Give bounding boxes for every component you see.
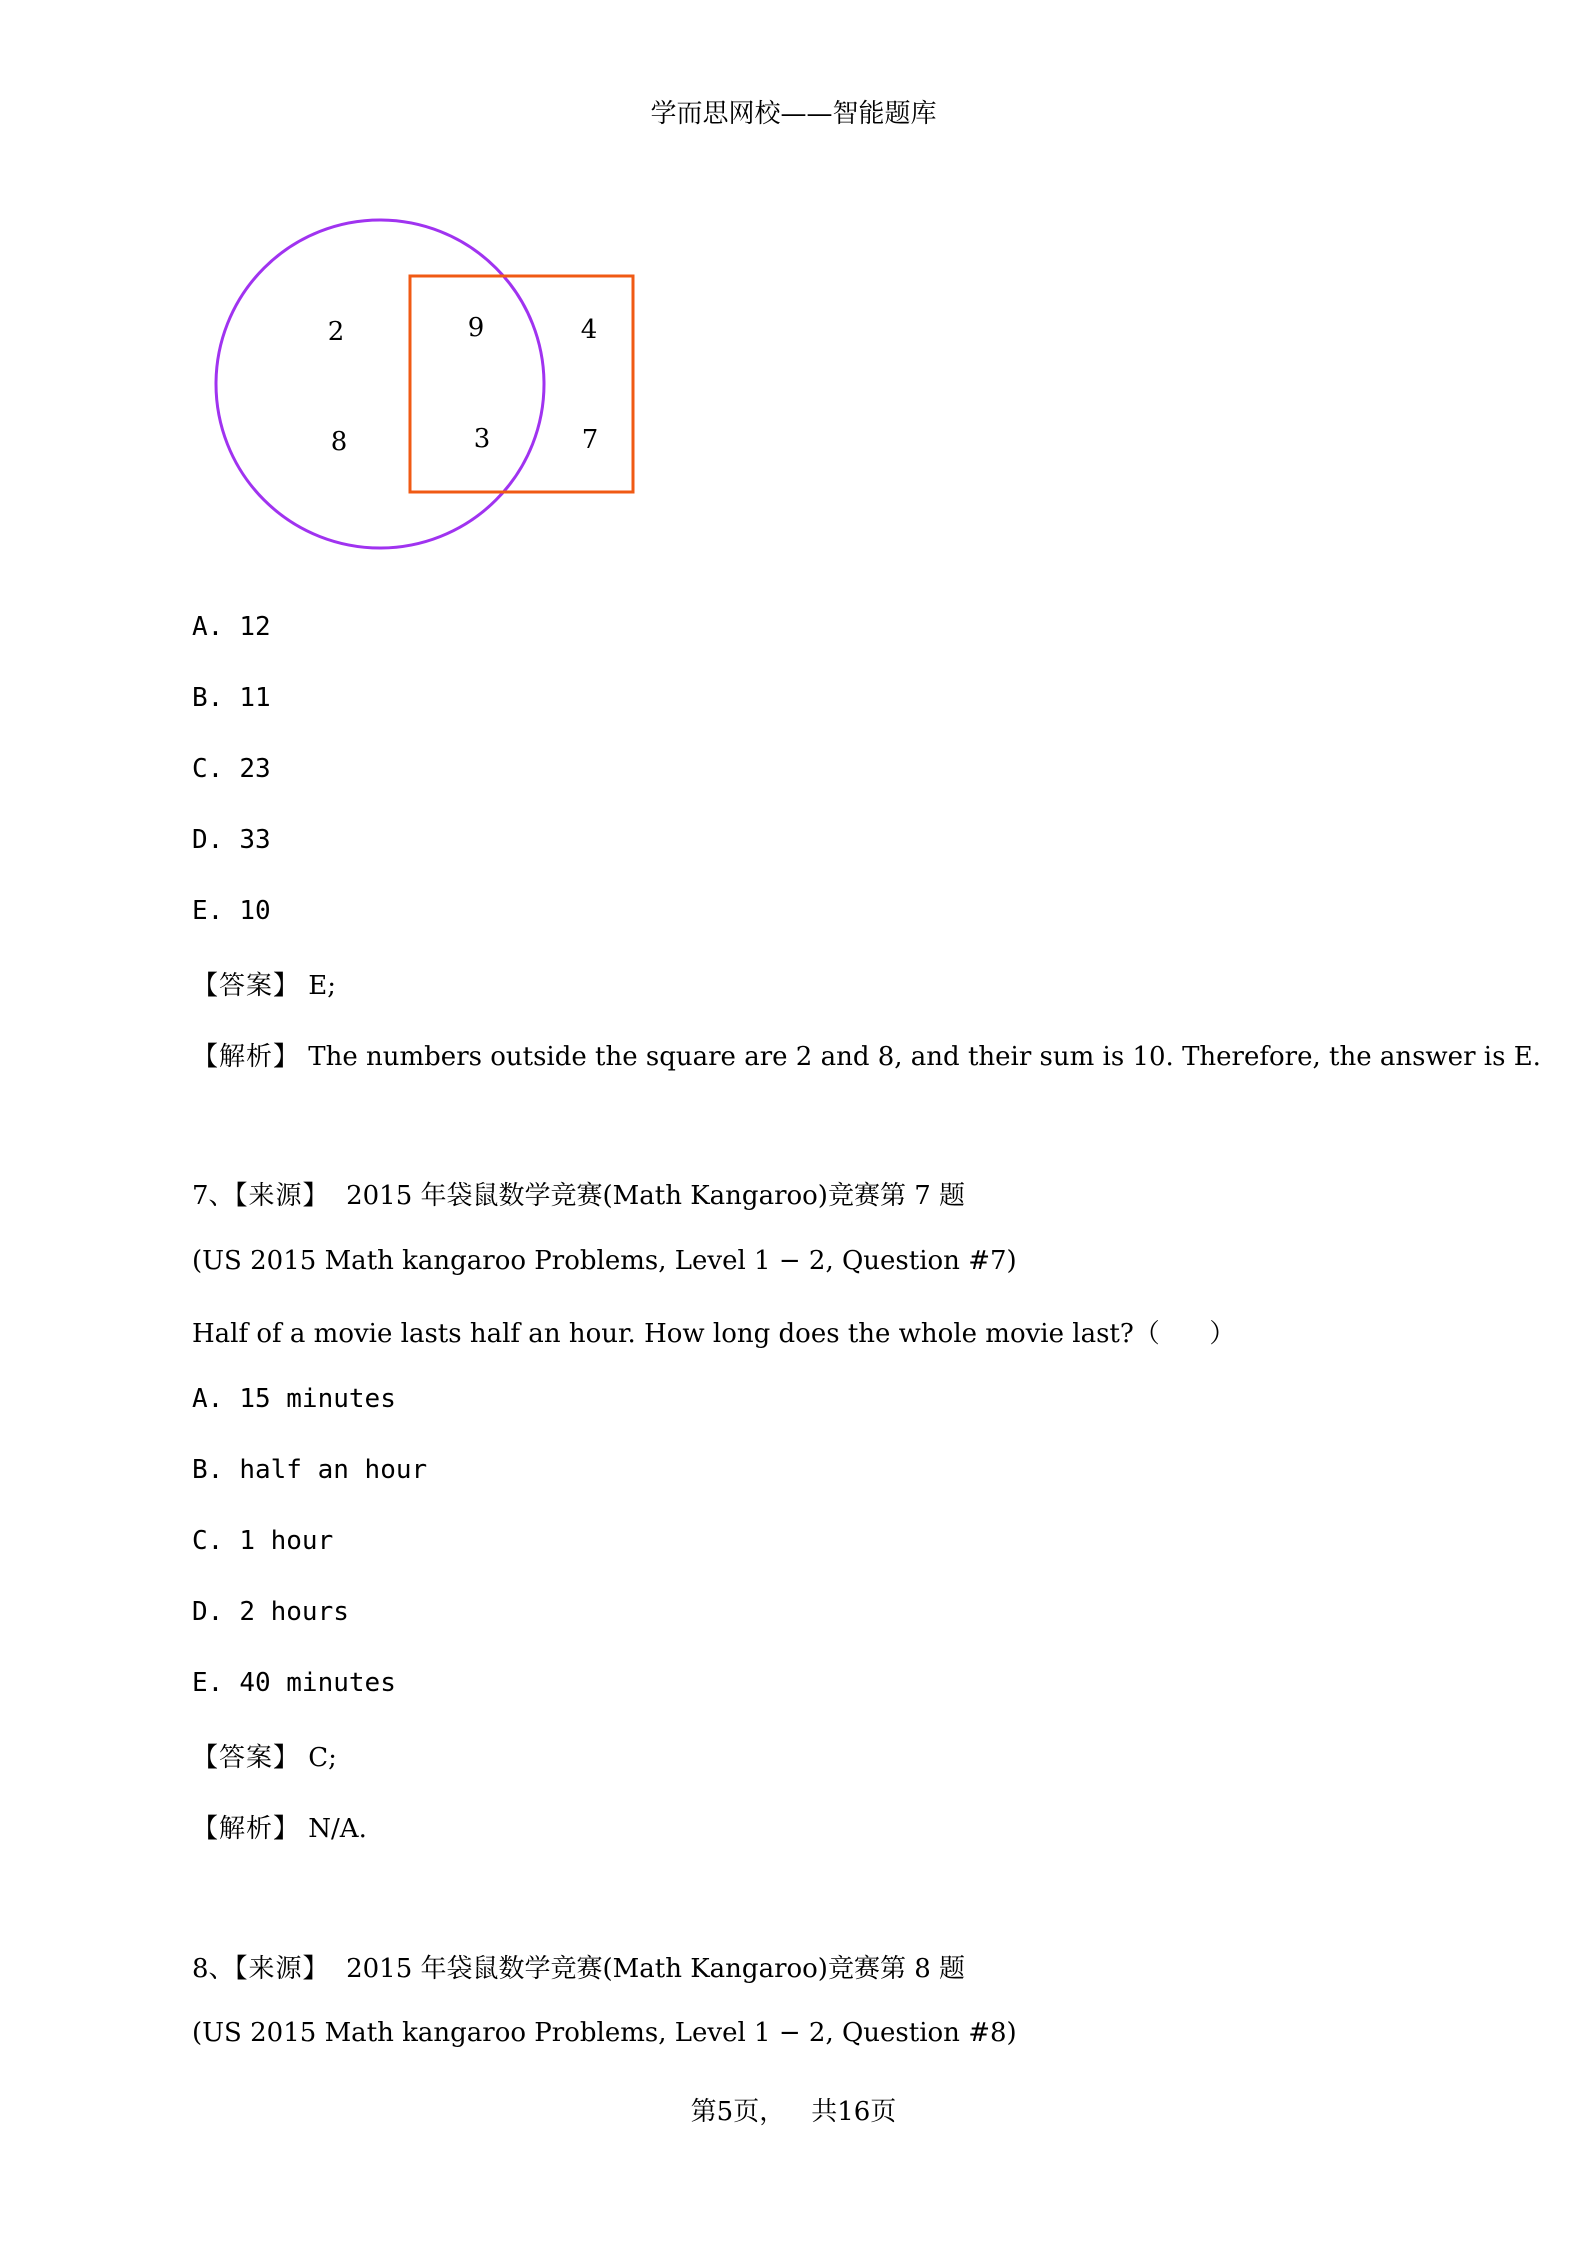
venn-number: 3	[473, 424, 491, 454]
venn-diagram	[0, 0, 1587, 600]
q7-source: 7、【来源】 2015 年袋鼠数学竞赛(Math Kangaroo)竞赛第 7 题	[192, 1181, 966, 1211]
q7-option-e: E. 40 minutes	[192, 1668, 396, 1698]
page-number: 第5页，	[690, 2097, 786, 2127]
q6-option-d: D. 33	[192, 825, 271, 855]
page-total: 共16页	[811, 2097, 897, 2127]
q6-option-a: A. 12	[192, 612, 271, 642]
q7-question: Half of a movie lasts half an hour. How long does the whole movie last?（ ）	[192, 1319, 1236, 1349]
venn-number: 2	[327, 317, 345, 347]
q6-answer: 【答案】 E;	[192, 971, 337, 1001]
page-footer	[0, 2091, 1587, 2128]
q6-option-c: C. 23	[192, 754, 271, 784]
q7-subtitle: (US 2015 Math kangaroo Problems, Level 1 − 2, Question #7)	[192, 1246, 1017, 1276]
q7-option-d: D. 2 hours	[192, 1597, 349, 1627]
q7-answer: 【答案】 C;	[192, 1743, 337, 1773]
q7-analysis: 【解析】 N/A.	[192, 1814, 367, 1844]
q7-option-b: B. half an hour	[192, 1455, 428, 1485]
venn-number: 9	[467, 313, 485, 343]
venn-number: 4	[580, 315, 598, 345]
venn-square	[410, 276, 633, 492]
venn-number: 7	[581, 425, 599, 455]
page-header: 学而思网校——智能题库	[650, 99, 937, 129]
q6-option-b: B. 11	[192, 683, 271, 713]
venn-circle	[216, 220, 544, 548]
venn-number: 8	[330, 427, 348, 457]
q6-option-e: E. 10	[192, 896, 271, 926]
q8-source: 8、【来源】 2015 年袋鼠数学竞赛(Math Kangaroo)竞赛第 8 题	[192, 1954, 966, 1984]
q7-option-c: C. 1 hour	[192, 1526, 334, 1556]
q8-subtitle: (US 2015 Math kangaroo Problems, Level 1 − 2, Question #8)	[192, 2018, 1017, 2048]
q6-analysis: 【解析】 The numbers outside the square are 2 and 8, and their sum is 10. Therefore, the answer is E.	[192, 1042, 1541, 1072]
q7-option-a: A. 15 minutes	[192, 1384, 396, 1414]
